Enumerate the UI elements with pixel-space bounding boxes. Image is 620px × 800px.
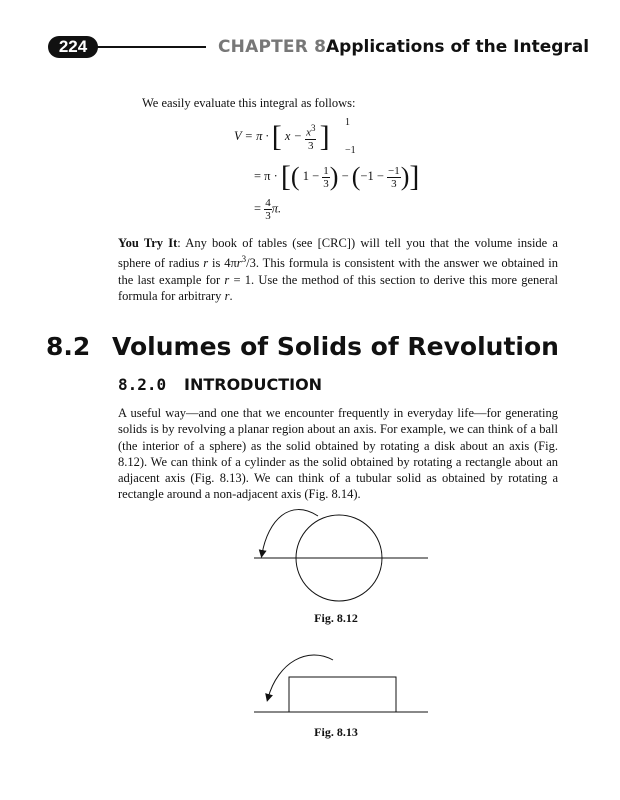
figure-caption-8-12: Fig. 8.12 <box>314 611 358 625</box>
eq-line1-num: x <box>306 126 311 139</box>
page-number: 224 <box>48 36 98 58</box>
eq-line3-tail: π. <box>271 201 282 216</box>
eq-line1-exp: 3 <box>310 123 316 134</box>
figure-caption-8-13: Fig. 8.13 <box>314 725 358 739</box>
open-paren-2: ( <box>351 162 361 191</box>
eq-line3-lhs: = <box>254 201 262 216</box>
try-it-text: : Any book of tables (see [CRC]) will tell you that the volume inside a sphere of radius <box>118 236 558 271</box>
figure-8-13-diagram <box>254 655 428 712</box>
eq-line2-a-num: 1 <box>323 164 329 177</box>
close-bracket: ] <box>319 120 330 153</box>
eq-line2-a-den: 3 <box>323 177 329 190</box>
eq-line1-x: x − <box>284 128 302 143</box>
intro-text: We easily evaluate this integral as follows: <box>142 96 356 110</box>
subsection-title: INTRODUCTION <box>184 375 323 394</box>
lower-limit: −1 <box>345 145 356 156</box>
var-r: r <box>224 272 230 287</box>
try-it-text: /3. This formula is consistent with the answer we obtained in the last example for <box>118 256 558 287</box>
close-bracket-2: ] <box>409 160 420 193</box>
try-it-text: = 1. Use the method of this section to derive this more general formula for arbitrary <box>118 272 558 304</box>
rotation-arrow <box>268 655 333 698</box>
chapter-title: Applications of the Integral <box>326 37 590 57</box>
open-bracket: [ <box>271 120 282 153</box>
exponent: 3 <box>241 254 247 265</box>
var-r: r <box>236 256 242 271</box>
rectangle-region <box>289 677 396 712</box>
eq-line2-minus: − <box>341 168 349 183</box>
open-bracket-2: [ <box>280 160 291 193</box>
upper-limit: 1 <box>345 117 350 128</box>
close-paren-2: ) <box>400 162 410 191</box>
eq-line2-a: 1 − <box>302 168 320 183</box>
section-title: Volumes of Solids of Revolution <box>112 332 559 361</box>
eq-line2-b-num: −1 <box>388 164 400 177</box>
try-it-text: . <box>229 289 233 304</box>
eq-line2-b: −1 − <box>360 168 384 183</box>
chapter-label: CHAPTER 8 <box>218 37 327 57</box>
body-paragraph: A useful way—and one that we encounter frequently in everyday life—for generating solids is by revolving a planar region about an axis. For example, we can think of a ball (the interior of a sphere) as the solid obtained by rotating a disk about an axis (Fig. 8.12). We can think of a cylinder as the solid obtained by rotating a rectangle about an adjacent axis (Fig. 8.13). We can think of a tubular solid as obtained by rotating a rectangle around a non-adjacent axis (Fig. 8.14). <box>118 406 558 502</box>
try-it-text: is 4π <box>208 256 237 271</box>
figure-8-12-diagram <box>254 510 428 601</box>
var-r: r <box>224 289 230 304</box>
eq-line2-b-den: 3 <box>391 177 397 190</box>
var-r: r <box>203 256 209 271</box>
try-it-label: You Try It <box>118 236 178 250</box>
open-paren: ( <box>290 162 300 191</box>
section-number: 8.2 <box>46 332 91 361</box>
rotation-arrow <box>262 510 318 554</box>
subsection-number: 8.2.0 <box>118 375 167 394</box>
close-paren: ) <box>329 162 339 191</box>
eq-line1-den: 3 <box>308 139 314 152</box>
eq-line3-num: 4 <box>265 197 271 209</box>
eq-line3-den: 3 <box>265 210 271 222</box>
eq-line2-lhs: = π · <box>254 168 278 183</box>
eq-line1-lhs: V = π · <box>234 128 269 143</box>
